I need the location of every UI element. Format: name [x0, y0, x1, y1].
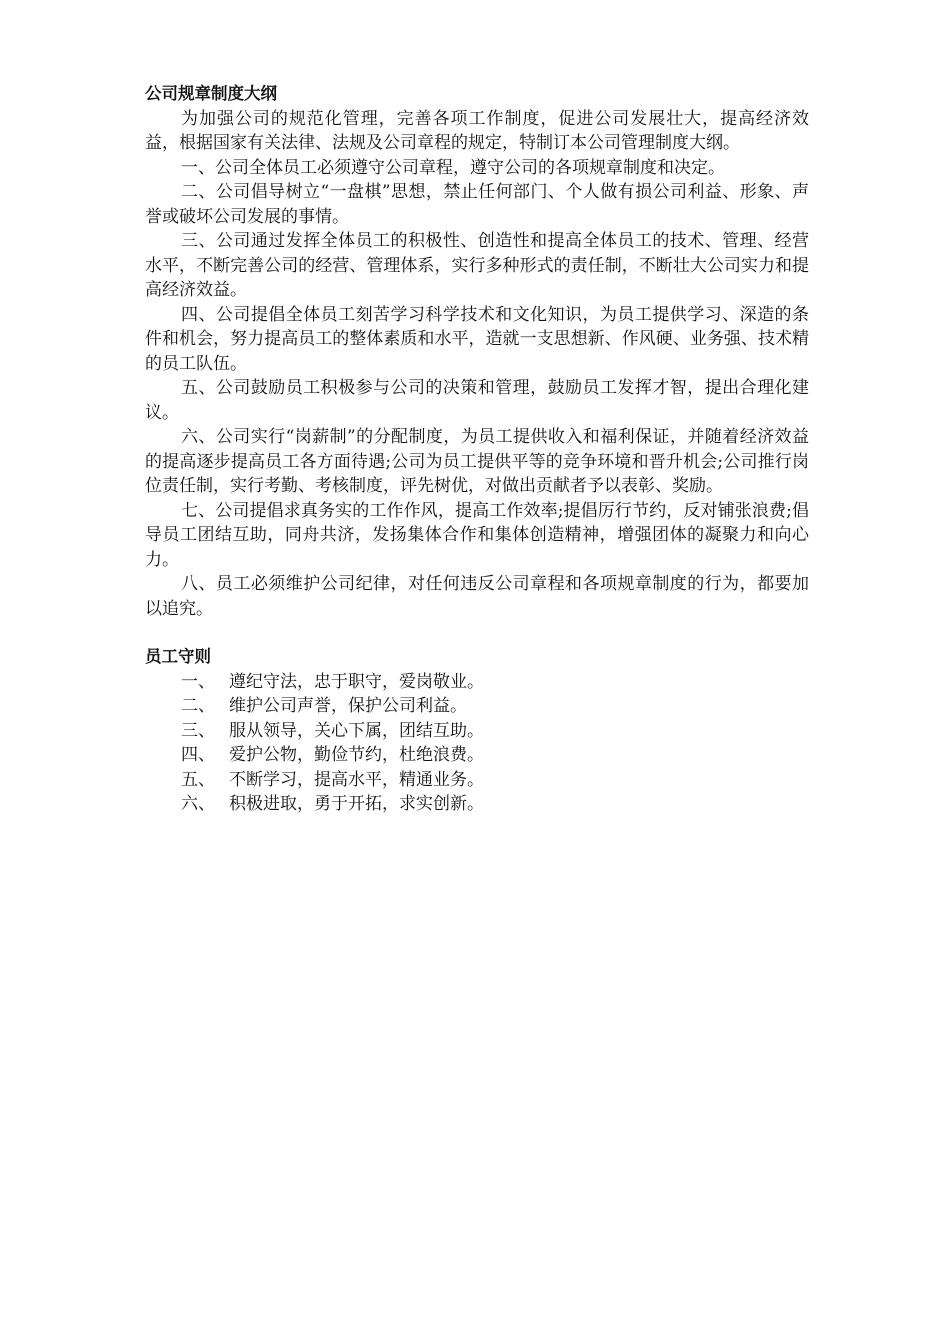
regulation-paragraph: 八、员工必须维护公司纪律，对任何违反公司章程和各项规章制度的行为，都要加以追究。 — [145, 574, 809, 619]
regulation-paragraph: 三、公司通过发挥全体员工的积极性、创造性和提高全体员工的技术、管理、经营水平，不断完善公司的经营、管理体系，实行多种形式的责任制，不断壮大公司实力和提高经济效益。 — [145, 231, 809, 300]
list-item — [145, 792, 809, 817]
list-item — [145, 719, 809, 744]
employee-code-list — [145, 670, 809, 817]
list-item-number: 四、 — [181, 745, 215, 765]
list-item — [145, 670, 809, 695]
list-item — [145, 694, 809, 719]
list-item-text: 遵纪守法，忠于职守，爱岗敬业。 — [229, 671, 484, 692]
list-item-number: 一、 — [181, 671, 215, 692]
regulation-paragraph: 二、公司倡导树立“一盘棋”思想，禁止任何部门、个人做有损公司利益、形象、声誉或破坏公司发展的事情。 — [145, 182, 809, 227]
list-item-text: 爱护公物，勤俭节约，杜绝浪费。 — [229, 745, 484, 765]
list-item-text: 维护公司声誉，保护公司利益。 — [229, 696, 467, 716]
regulation-paragraph: 六、公司实行“岗薪制”的分配制度，为员工提供收入和福利保证，并随着经济效益的提高逐步提高员工各方面待遇;公司为员工提供平等的竞争环境和晋升机会;公司推行岗位责任制，实行考勤、考核制度，评先树优，对做出贡献者予以表彰、奖励。 — [145, 427, 809, 496]
regulation-paragraph: 四、公司提倡全体员工刻苦学习科学技术和文化知识，为员工提供学习、深造的条件和机会，努力提高员工的整体素质和水平，造就一支思想新、作风硬、业务强、技术精的员工队伍。 — [145, 304, 809, 374]
regulation-paragraph: 五、公司鼓励员工积极参与公司的决策和管理，鼓励员工发挥才智，提出合理化建议。 — [145, 378, 809, 423]
list-item-text: 积极进取，勇于开拓，求实创新。 — [229, 794, 484, 814]
section-title-regulations: 公司规章制度大纲 — [145, 84, 277, 103]
list-item — [145, 768, 809, 793]
section-title-employee-code: 员工守则 — [145, 647, 211, 666]
document-content — [145, 82, 809, 817]
list-item-number: 二、 — [181, 696, 215, 716]
regulation-paragraph: 七、公司提倡求真务实的工作作风，提高工作效率;提倡厉行节约，反对铺张浪费;倡导员工团结互助，同舟共济，发扬集体合作和集体创造精神，增强团体的凝聚力和向心力。 — [145, 500, 809, 570]
list-item-number: 五、 — [181, 769, 215, 790]
section-spacer — [145, 621, 809, 645]
regulation-paragraph: 一、公司全体员工必须遵守公司章程，遵守公司的各项规章制度和决定。 — [181, 157, 725, 178]
list-item — [145, 743, 809, 768]
list-item-text: 不断学习，提高水平，精通业务。 — [229, 769, 484, 790]
list-item-number: 三、 — [181, 720, 215, 741]
intro-paragraph: 为加强公司的规范化管理，完善各项工作制度，促进公司发展壮大，提高经济效益，根据国家有关法律、法规及公司章程的规定，特制订本公司管理制度大纲。 — [145, 108, 809, 153]
list-item-number: 六、 — [181, 794, 215, 814]
list-item-text: 服从领导，关心下属，团结互助。 — [229, 720, 484, 741]
